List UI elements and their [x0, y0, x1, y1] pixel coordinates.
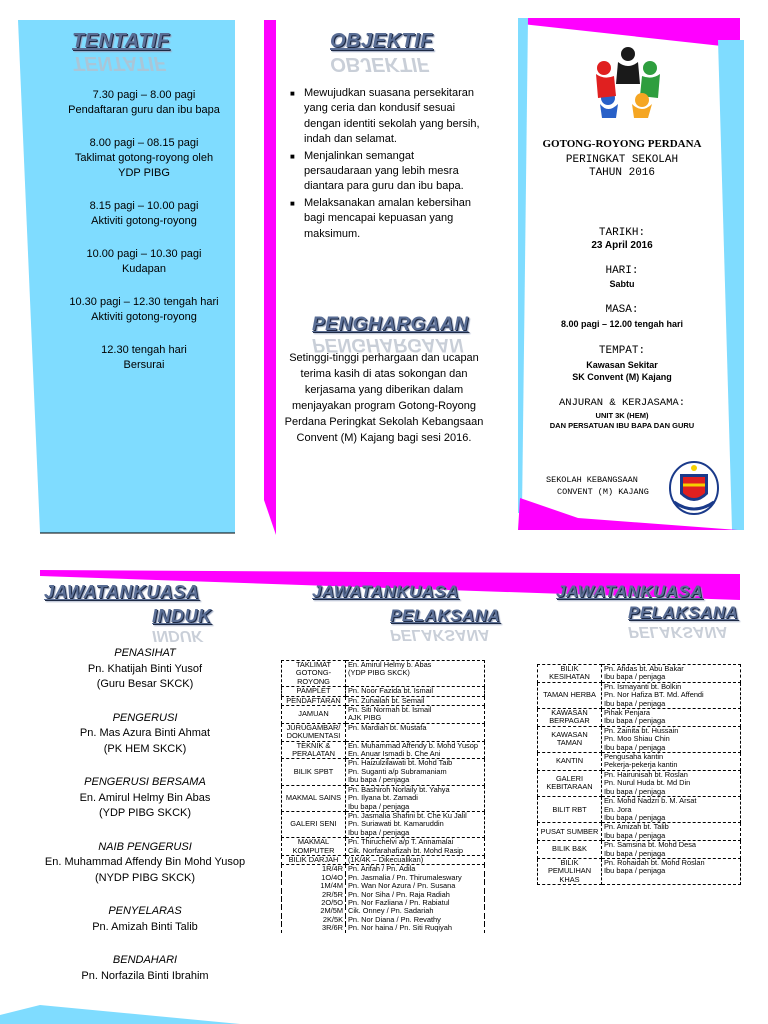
table-row — [282, 723, 485, 741]
person-name: Pn. Afidas bt. Abu Bakar — [604, 664, 684, 673]
personnel-cell — [602, 726, 741, 752]
committee-member: PENASIHAT Pn. Khatijah Binti Yusof (Guru Besar SKCK) — [87, 647, 203, 690]
class-cell: 1O/4O — [282, 874, 346, 882]
class-cell: 2O/5O — [282, 899, 346, 907]
person-name: AJK PIBG — [348, 713, 382, 723]
time-label: MASA: — [605, 304, 639, 316]
school-crest-icon — [666, 458, 722, 518]
table-row — [538, 770, 741, 796]
department-cell: BILIK PEMULIHAN KHAS — [538, 858, 602, 884]
person-name: Pengusaha kantin — [604, 752, 664, 762]
personnel-cell — [602, 682, 741, 708]
person-name: Ibu bapa / penjaga — [604, 830, 666, 840]
time-value: 8.00 pagi – 12.00 tengah hari — [560, 319, 684, 329]
personnel-cell — [602, 709, 741, 727]
penghargaan-heading: PENGHARGAAN — [312, 314, 469, 335]
person-name: Pn. Amizah bt. Talib — [604, 822, 669, 832]
class-teachers: Pn. Nor Siha / Pn. Raja Radiah — [346, 891, 485, 899]
personnel-cell — [346, 785, 485, 811]
person-name: Pn. Suganti a/p Subramaniam — [348, 766, 447, 776]
department-cell: BILIK DARJAH — [282, 855, 346, 864]
organizer-value-1: UNIT 3K (HEM) — [595, 411, 649, 420]
person-name: Ibu bapa / penjaga — [604, 786, 666, 796]
place-label: TEMPAT: — [598, 345, 646, 357]
department-cell: BILIK B&K — [538, 841, 602, 859]
table-row — [538, 841, 741, 859]
person-name: Pn. Nor Hafiza BT. Md. Affendi — [604, 690, 704, 700]
department-cell: MAKMAL KOMPUTER — [282, 838, 346, 856]
personnel-cell — [602, 797, 741, 823]
department-cell: PUSAT SUMBER — [538, 823, 602, 841]
department-cell: JURUGAMBAR/ DOKUMENTASI — [282, 723, 346, 741]
department-cell: KANTIN — [538, 753, 602, 771]
table-row — [282, 924, 485, 932]
committee-member: PENYELARAS Pn. Amizah Binti Talib — [92, 905, 198, 933]
penghargaan-heading-reflection: PENGHARGAAN — [312, 334, 463, 355]
objektif-heading: OBJEKTIF — [330, 30, 433, 52]
class-teachers: Pn. Nor Diana / Pn. Revathy — [346, 916, 485, 924]
class-cell: 1R/4R — [282, 865, 346, 874]
objektif-stripe — [264, 20, 280, 535]
class-teachers: Pn. Nor haina / Pn. Siti Ruqiyah — [346, 924, 485, 932]
place-value-2: SK Convent (M) Kajang — [572, 372, 672, 382]
personnel-cell — [346, 706, 485, 724]
person-name: Pn. Mardiah bt. Mustafa — [348, 722, 427, 732]
class-teachers: Pn. Jasmalia / Pn. Thirumaleswary — [346, 874, 485, 882]
personnel-cell — [346, 811, 485, 837]
person-name: Ibu bapa / penjaga — [348, 801, 410, 811]
committee-member: PENGERUSI Pn. Mas Azura Binti Ahmat (PK HEM SKCK) — [79, 711, 211, 755]
class-teachers: Cik. Onney / Pn. Sadariah — [346, 907, 485, 915]
organizer-label: ANJURAN & KERJASAMA: — [558, 397, 686, 409]
class-teachers: Pn. Arifah / Pn. Adila — [346, 865, 485, 874]
objektif-item: ■ Menjalinkan semangat persaudaraan yang lebih mesra diantara para guru dan ibu bapa. — [290, 149, 480, 195]
tentatif-list — [40, 88, 248, 391]
person-name: En. Mohd Nadzri b. M. Arsat — [604, 796, 697, 806]
person-name: Pn. Haizulzilawati bt. Mohd Taib — [348, 758, 453, 768]
tentatif-item: 7.30 pagi – 8.00 pagi Pendaftaran guru dan ibu bapa — [68, 89, 220, 116]
table-row — [282, 785, 485, 811]
person-name: Pn. Thiruchelvi a/p T. Annamalai — [348, 837, 454, 847]
pelaksana-2-heading-2: PELAKSANA — [628, 603, 739, 622]
table-row — [282, 687, 485, 696]
tentatif-heading: TENTATIF — [72, 30, 170, 52]
day-value: Sabtu — [609, 279, 635, 289]
personnel-cell — [602, 823, 741, 841]
department-cell: KAWASAN TAMAN — [538, 726, 602, 752]
date-label: TARIKH: — [598, 227, 646, 239]
cover-subtitle-2: TAHUN 2016 — [588, 167, 655, 179]
personnel-cell — [346, 687, 485, 696]
penghargaan-text: Setinggi-tinggi perhargaan dan ucapan terima kasih di atas sokongan dan kerjasama yang diberikan dalam menjayakan program Gotong-Royong Perdana Peringkat Sekolah Kebangsaan Convent (M) Kajang bagi sesi 2016. — [284, 352, 484, 444]
department-cell: GALERI SENI — [282, 811, 346, 837]
person-name: Pn. Suriawati bt. Kamaruddin — [348, 819, 444, 829]
person-name: Pn. Siti Normah bt. Ismail — [348, 705, 432, 715]
committee-member: NAIB PENGERUSI En. Muhammad Affendy Bin Mohd Yusop (NYDP PIBG SKCK) — [44, 840, 246, 884]
person-name: Pihak Penjara — [604, 708, 651, 718]
table-row — [282, 706, 485, 724]
objektif-list — [290, 86, 480, 243]
department-cell: KAWASAN BERPAGAR — [538, 709, 602, 727]
table-row — [538, 726, 741, 752]
table-row — [282, 741, 485, 759]
personnel-cell — [346, 759, 485, 785]
person-name: Pn. Bashiroh Norlaily bt. Yahya — [348, 784, 450, 794]
personnel-cell — [602, 665, 741, 683]
person-name: En. Muhammad Affendy b. Mohd Yusop — [348, 740, 478, 750]
person-name: Pn. Ismayanti bt. Bolkin — [604, 681, 682, 691]
tentatif-item: 10.30 pagi – 12.30 tengah hari Aktiviti gotong-royong — [69, 296, 219, 323]
class-cell: 3R/6R — [282, 924, 346, 932]
committee-member: PENGERUSI BERSAMA En. Amirul Helmy Bin Abas (YDP PIBG SKCK) — [79, 776, 211, 819]
person-name: Ibu bapa / penjaga — [604, 698, 666, 708]
bottom-cyan-band — [0, 1005, 280, 1024]
person-name: Cik. Norfarahafizah bt. Mohd Rasip — [348, 845, 464, 855]
table-row — [538, 709, 741, 727]
person-name: Pn. Zuhailah bt. Semail — [348, 695, 425, 705]
table-row — [538, 858, 741, 884]
department-cell: MAKMAL SAINS — [282, 785, 346, 811]
committee-member: BENDAHARI Pn. Norfazila Binti Ibrahim — [81, 954, 209, 982]
school-name-1: SEKOLAH KEBANGSAAN — [546, 475, 638, 485]
class-teachers: Pn. Nor Fazliana / Pn. Rabiatul — [346, 899, 485, 907]
induk-heading-1: JAWATANKUASA — [44, 582, 200, 602]
class-cell: 1M/4M — [282, 882, 346, 890]
person-name: Ibu bapa / penjaga — [604, 848, 666, 858]
personnel-cell — [346, 838, 485, 856]
person-name: Pn. Hairunisah bt. Roslan — [604, 769, 688, 779]
table-row — [282, 661, 485, 687]
person-name: Ibu bapa / penjaga — [604, 866, 666, 876]
date-value: 23 April 2016 — [591, 240, 653, 251]
person-name: Ibu bapa / penjaga — [604, 672, 666, 682]
school-name-2: CONVENT (M) KAJANG — [557, 487, 649, 497]
department-cell: PENDAFTARAN — [282, 696, 346, 705]
table-row — [538, 797, 741, 823]
person-name: Ibu bapa / penjaga — [348, 775, 410, 785]
cover-subtitle-1: PERINGKAT SEKOLAH — [565, 154, 679, 166]
class-cell: 2K/5K — [282, 916, 346, 924]
personnel-cell — [602, 841, 741, 859]
class-cell: 2M/5M — [282, 907, 346, 915]
table-row — [538, 823, 741, 841]
person-name: Pekerja-pekerja kantin — [604, 760, 678, 770]
personnel-cell — [602, 858, 741, 884]
place-value-1: Kawasan Sekitar — [586, 360, 658, 370]
personnel-cell — [346, 741, 485, 759]
person-name: Pn. Moo Shiau Chin — [604, 734, 670, 744]
tentatif-item: 12.30 tengah hari Bersurai — [101, 344, 187, 371]
person-name: Pn. Nurul Huda bt. Md Din — [604, 778, 691, 788]
people-circle-logo — [588, 40, 668, 120]
person-name: Pn. Ilyana bt. Zamadi — [348, 793, 418, 803]
person-name: Pn. Zainita bt. Hussain — [604, 725, 679, 735]
person-name: En. Jora — [604, 804, 632, 814]
person-name: Ibu bapa / penjaga — [604, 812, 666, 822]
cover-title: GOTONG-ROYONG PERDANA — [542, 138, 702, 150]
induk-members — [30, 646, 260, 1002]
table-row — [538, 665, 741, 683]
pelaksana-1-heading-1: JAWATANKUASA — [312, 582, 460, 601]
induk-heading-2: INDUK — [152, 606, 212, 626]
pelaksana-2-heading-reflection: PELAKSANA — [628, 623, 728, 640]
department-cell: GALERI KEBITARAAN — [538, 770, 602, 796]
table-row — [282, 759, 485, 785]
person-name: (1K/4K – Dikecualikan) — [348, 854, 424, 864]
day-label: HARI: — [605, 265, 639, 277]
person-name: Pn. Jasmalia Shafini bt. Che Ku Jalil — [348, 810, 467, 820]
personnel-cell — [602, 753, 741, 771]
person-name: Ibu bapa / penjaga — [604, 716, 666, 726]
personnel-cell — [346, 723, 485, 741]
department-cell: PAMPLET — [282, 687, 346, 696]
class-cell: 2R/5R — [282, 891, 346, 899]
person-name: Pn. Rohaidah bt. Mohd Roslan — [604, 857, 705, 867]
pelaksana-2-table — [537, 664, 741, 885]
person-name: Pn. Samsina bt. Mohd Desa — [604, 840, 697, 850]
tentatif-item: 8.15 pagi – 10.00 pagi Aktiviti gotong-royong — [89, 200, 199, 227]
person-name: Ibu bapa / penjaga — [604, 742, 666, 752]
personnel-cell — [602, 770, 741, 796]
pelaksana-1-heading-2: PELAKSANA — [390, 606, 501, 625]
organizer-value-2: DAN PERSATUAN IBU BAPA DAN GURU — [549, 421, 695, 430]
department-cell: BILIK SPBT — [282, 759, 346, 785]
objektif-item: ■ Mewujudkan suasana persekitaran yang ceria dan kondusif sesuai dengan identiti sekolah yang bersih, indah dan selamat. — [290, 86, 480, 148]
department-cell: TAMAN HERBA — [538, 682, 602, 708]
objektif-item: ■ Melaksanakan amalan kebersihan bagi mencapai kepuasan yang maksimum. — [290, 196, 480, 242]
personnel-cell — [346, 661, 485, 687]
department-cell: BILIK KESIHATAN — [538, 665, 602, 683]
table-row — [538, 682, 741, 708]
pelaksana-2-heading-1: JAWATANKUASA — [556, 582, 704, 601]
pelaksana-1-heading-reflection: PELAKSANA — [390, 626, 490, 643]
department-cell: JAMUAN — [282, 706, 346, 724]
person-name: Ibu bapa / penjaga — [348, 827, 410, 837]
tentatif-item: 10.00 pagi – 10.30 pagi Kudapan — [86, 248, 202, 275]
table-row — [538, 753, 741, 771]
objektif-heading-reflection: OBJEKTIF — [330, 53, 429, 75]
department-cell: TAKLIMAT GOTONG-ROYONG — [282, 661, 346, 687]
person-name: Pn. Noor Fazida bt. Ismail — [348, 686, 434, 696]
table-row — [282, 811, 485, 837]
induk-heading-reflection: INDUK — [152, 627, 203, 644]
table-row — [282, 838, 485, 856]
class-teachers: Pn. Wan Nor Azura / Pn. Susana — [346, 882, 485, 890]
person-name: En. Amirul Helmy b. Abas — [348, 660, 432, 669]
person-name: (YDP PIBG SKCK) — [348, 668, 410, 678]
tentatif-item: 8.00 pagi – 08.15 pagi Taklimat gotong-royong oleh YDP PIBG — [74, 137, 214, 179]
tentatif-heading-reflection: TENTATIF — [72, 52, 166, 74]
department-cell: TEKNIK & PERALATAN — [282, 741, 346, 759]
department-cell: BILIT RBT — [538, 797, 602, 823]
pelaksana-1-table — [281, 660, 485, 933]
person-name: En. Anuar Ismadi b. Che Ani — [348, 749, 441, 759]
